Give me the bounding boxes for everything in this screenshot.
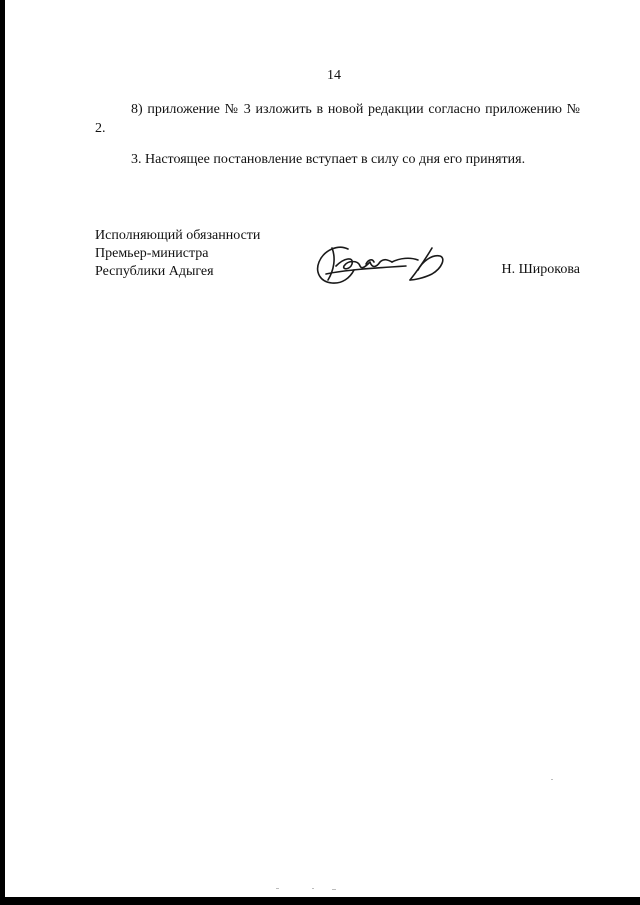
scan-edge-bottom <box>0 897 640 905</box>
page-number: 14 <box>327 68 341 83</box>
scan-edge-left <box>0 0 5 905</box>
scan-speck <box>332 889 336 890</box>
handwritten-signature <box>314 240 446 288</box>
signer-title-block <box>95 227 260 281</box>
scan-speck <box>276 888 279 889</box>
scan-speck <box>312 888 314 889</box>
paragraph-appendix-amendment: 8) приложение № 3 изложить в новой редакции согласно приложению № 2. <box>95 102 580 136</box>
signer-title-line-2: Премьер-министра <box>95 246 209 261</box>
paragraph-effective-date: 3. Настоящее постановление вступает в силу со дня его принятия. <box>131 152 526 167</box>
signer-title-line-3: Республики Адыгея <box>95 264 214 279</box>
signer-title-line-1: Исполняющий обязанности <box>95 228 261 243</box>
scan-speck <box>551 779 553 780</box>
signer-name: Н. Широкова <box>501 262 580 277</box>
